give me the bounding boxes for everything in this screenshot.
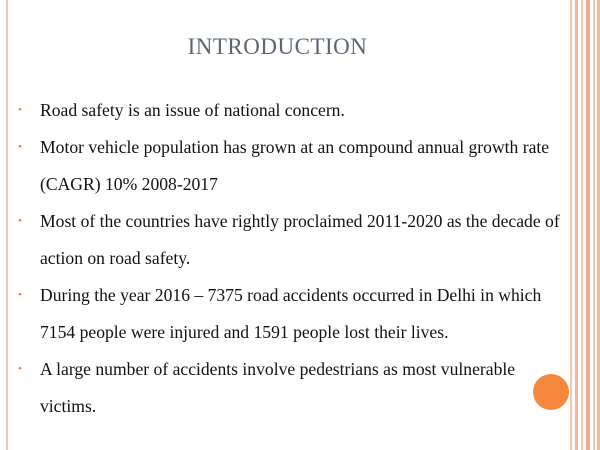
bullet-text: A large number of accidents involve pedestrians as most vulnerable victims. <box>40 359 516 416</box>
left-border-decoration <box>6 0 8 450</box>
bullet-item <box>18 277 563 351</box>
stripe <box>593 0 595 450</box>
bullet-item <box>18 92 563 129</box>
slide-title: INTRODUCTION <box>187 34 368 59</box>
bullet-item <box>18 129 563 203</box>
bullet-dot-icon: • <box>18 141 22 153</box>
bullet-text: Motor vehicle population has grown at an compound annual growth rate (CAGR) 10% 2008-2017 <box>40 137 550 194</box>
bullet-dot-icon: • <box>18 289 22 301</box>
orange-circle-decoration <box>533 374 569 410</box>
bullet-dot-icon: • <box>18 363 22 375</box>
stripe <box>581 0 583 450</box>
bullet-list <box>18 92 563 425</box>
stripe <box>575 0 578 450</box>
bullet-dot-icon: • <box>18 104 22 116</box>
bullet-text: Most of the countries have rightly proclaimed 2011-2020 as the decade of action on road safety. <box>40 211 560 268</box>
stripe <box>570 0 572 450</box>
bullet-dot-icon: • <box>18 215 22 227</box>
bullet-item <box>18 351 563 425</box>
bullet-item <box>18 203 563 277</box>
bullet-text: During the year 2016 – 7375 road accidents occurred in Delhi in which 7154 people were injured and 1591 people lost their lives. <box>40 285 542 342</box>
right-stripes-decoration <box>570 0 600 450</box>
stripe <box>586 0 590 450</box>
bullet-text: Road safety is an issue of national concern. <box>40 100 345 120</box>
